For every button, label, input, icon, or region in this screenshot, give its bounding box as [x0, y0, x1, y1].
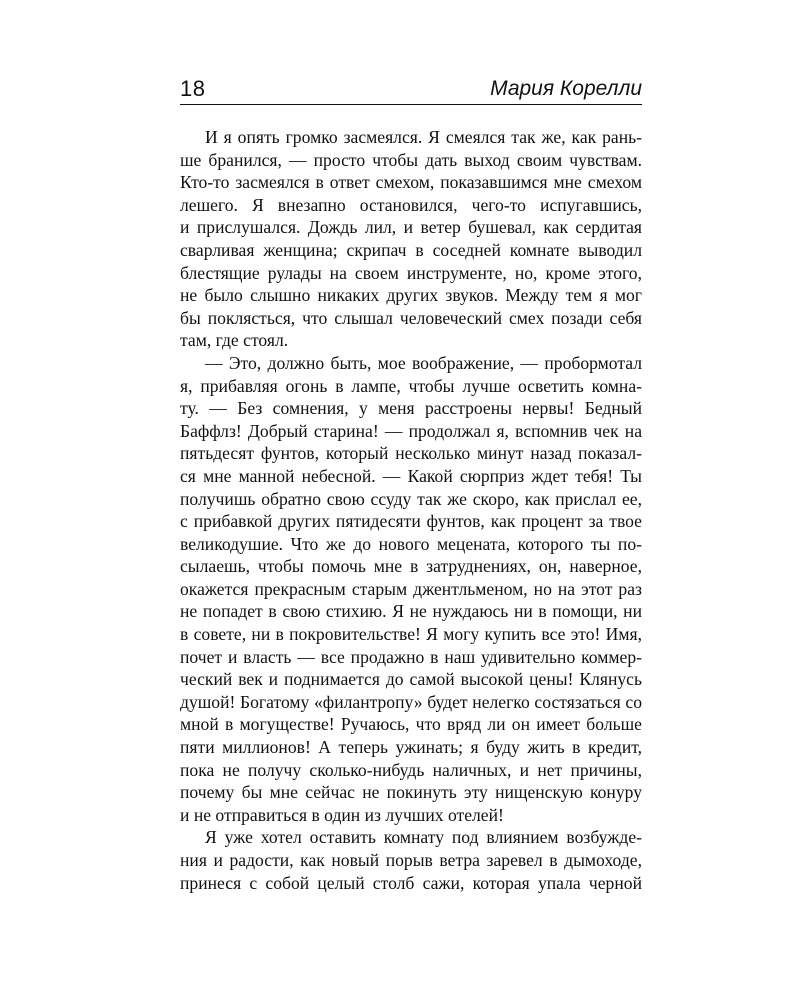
text-line: ту. — Без сомнения, у меня расстроены нервы! Бедный — [180, 398, 642, 419]
text-line: Кто-то засмеялся в ответ смехом, показавшимся мне смехом — [180, 172, 642, 193]
text-line: с прибавкой других пятидесяти фунтов, как процент за твое — [180, 511, 642, 532]
text-line: ше бранился, — просто чтобы дать выход своим чувствам. — [180, 149, 642, 170]
text-line: душой! Богатому «филантропу» будет нелегко состязаться со — [180, 691, 642, 712]
text-line: принеся с собой целый столб сажи, которая упала черной — [180, 872, 642, 893]
text-line: и не отправиться в один из лучших отелей! — [180, 804, 504, 825]
text-line: пока не получу сколько-нибудь наличных, и нет причины, — [180, 759, 642, 780]
text-line: ся мне манной небесной. — Какой сюрприз ждет тебя! Ты — [180, 465, 642, 486]
text-line: не было слышно никаких других звуков. Между тем я мог — [180, 285, 642, 306]
text-line: получишь обратно свою ссуду так же скоро, как прислал ее, — [180, 488, 642, 509]
text-line: окажется прекрасным старым джентльменом, но на этот раз — [180, 578, 642, 599]
body-text — [180, 126, 642, 894]
text-line: — Это, должно быть, мое воображение, — пробормотал — [205, 352, 642, 373]
text-line: лешего. Я внезапно остановился, чего-то испугавшись, — [180, 194, 642, 215]
book-author: Мария Корелли — [490, 77, 642, 100]
text-line: Я уже хотел оставить комнату под влиянием возбужде- — [205, 827, 642, 848]
page-number: 18 — [180, 76, 206, 101]
text-line: пятьдесят фунтов, который несколько минут назад показал- — [180, 443, 642, 464]
text-line: мной в могуществе! Ручаюсь, что вряд ли он имеет больше — [180, 714, 642, 735]
text-line: Баффлз! Добрый старина! — продолжал я, вспомнив чек на — [180, 420, 642, 441]
text-line: бы поклясться, что слышал человеческий смех позади себя — [180, 307, 642, 328]
text-line: почет и власть — все продажно в наш удивительно коммер- — [180, 646, 642, 667]
text-line: пяти миллионов! А теперь ужинать; я буду жить в кредит, — [180, 737, 642, 758]
text-line: блестящие рулады на своем инструменте, но, кроме этого, — [180, 262, 642, 283]
page-header — [180, 74, 642, 105]
text-line: И я опять громко засмеялся. Я смеялся так же, как рань- — [205, 127, 642, 147]
text-line: и прислушался. Дождь лил, и ветер бушевал, как сердитая — [180, 217, 642, 238]
text-line: сылаешь, чтобы помочь мне в затруднениях, он, наверное, — [180, 556, 642, 577]
text-line: я, прибавляя огонь в лампе, чтобы лучше осветить комна- — [180, 375, 642, 396]
text-line: в совете, ни в покровительстве! Я могу купить все это! Имя, — [180, 624, 642, 645]
text-line: ческий век и поднимается до самой высокой цены! Клянусь — [180, 669, 642, 690]
text-line: не попадет в свою стихию. Я не нуждаюсь ни в помощи, ни — [180, 601, 642, 622]
text-line: сварливая женщина; скрипач в соседней комнате выводил — [180, 239, 642, 260]
text-line: почему бы мне сейчас не покинуть эту нищенскую конуру — [180, 782, 642, 803]
text-line: ния и радости, как новый порыв ветра заревел в дымоходе, — [180, 850, 642, 870]
text-line: там, где стоял. — [180, 330, 289, 351]
text-line: великодушие. Что же до нового мецената, которого ты по- — [180, 533, 642, 554]
